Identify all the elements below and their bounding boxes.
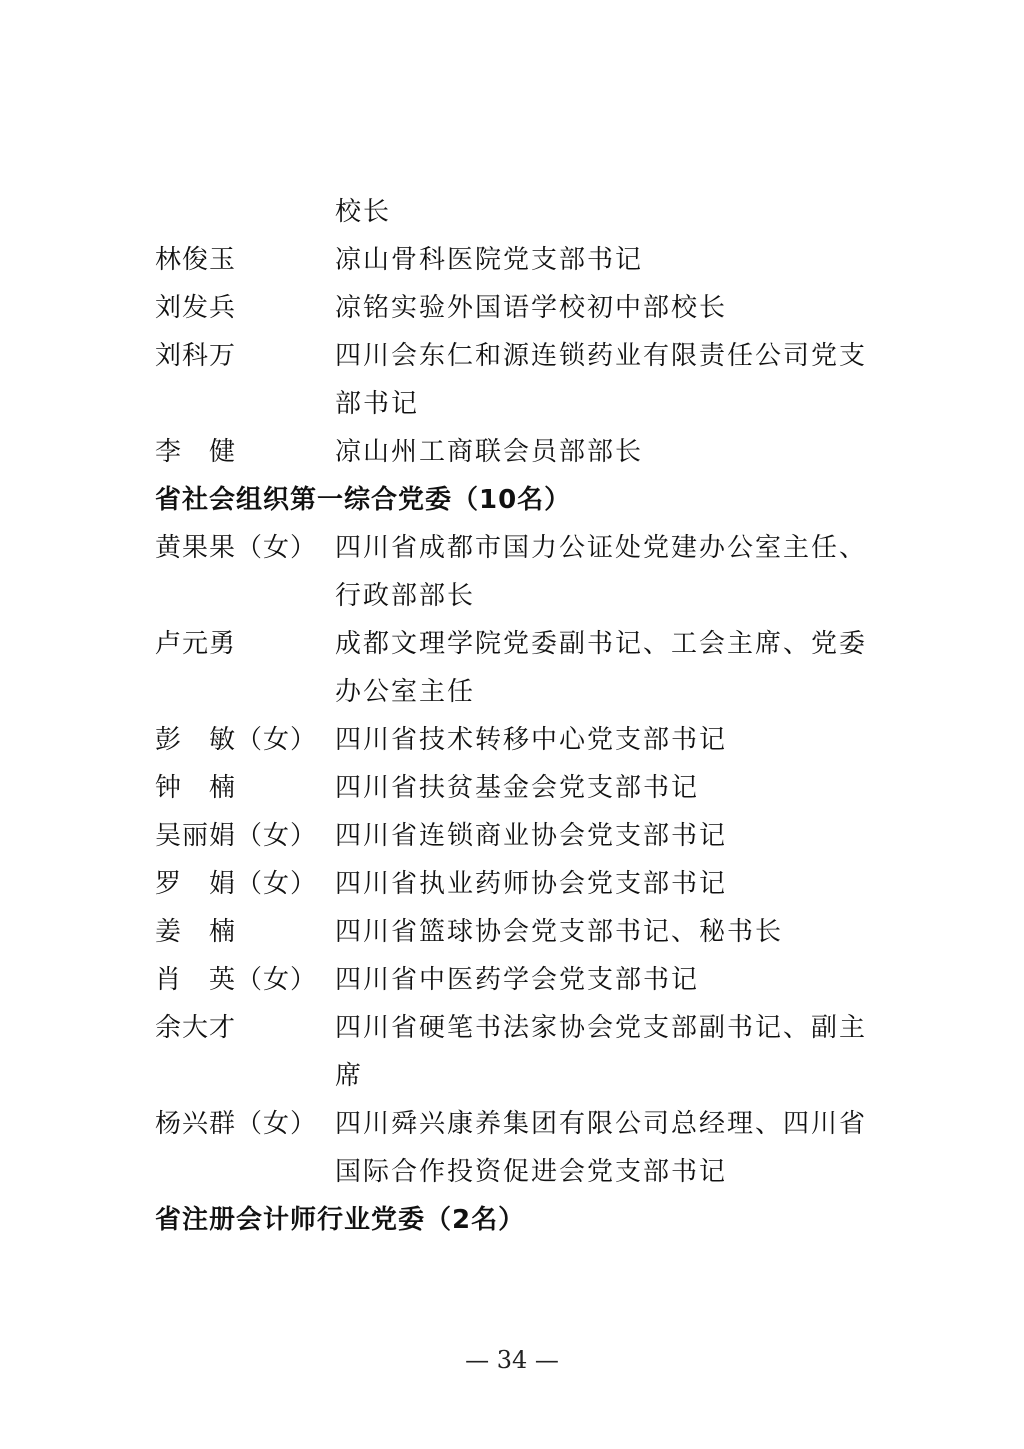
continuation-duty: 校长 [335,197,392,227]
member-duty: 四川省连锁商业协会党支部书记 [335,821,728,851]
member-name: 李 健 [155,437,237,467]
member-name: 刘科万 [155,341,237,371]
member-name: 刘发兵 [155,293,237,323]
section-heading: 省注册会计师行业党委（2名） [155,1205,526,1235]
list-item [155,1004,895,1052]
member-name: 林俊玉 [155,245,237,275]
member-duty: 席 [335,1061,364,1091]
member-duty: 成都文理学院党委副书记、工会主席、党委 [335,629,868,659]
list-item-continuation [155,380,895,428]
member-duty: 四川省成都市国力公证处党建办公室主任、 [335,533,868,563]
continuation-line [155,188,895,236]
list-item [155,908,895,956]
member-list [155,188,895,1244]
member-duty: 四川省硬笔书法家协会党支部副书记、副主 [335,1013,868,1043]
list-item [155,524,895,572]
list-item [155,620,895,668]
member-duty: 四川舜兴康养集团有限公司总经理、四川省 [335,1109,868,1139]
list-item [155,236,895,284]
member-name: 余大才 [155,1013,237,1043]
member-duty: 行政部部长 [335,581,476,611]
list-item-continuation [155,572,895,620]
list-item-continuation [155,1052,895,1100]
list-item-continuation [155,668,895,716]
member-duty: 四川省技术转移中心党支部书记 [335,725,728,755]
member-duty: 凉山骨科医院党支部书记 [335,245,644,275]
list-item [155,956,895,1004]
list-item [155,332,895,380]
member-name: 杨兴群（女） [155,1109,318,1139]
section-heading: 省社会组织第一综合党委（10名） [155,485,572,515]
list-item [155,428,895,476]
member-duty: 四川省中医药学会党支部书记 [335,965,700,995]
member-duty: 部书记 [335,389,420,419]
member-duty: 凉铭实验外国语学校初中部校长 [335,293,728,323]
list-item [155,284,895,332]
member-name: 彭 敏（女） [155,725,318,755]
member-duty: 四川省篮球协会党支部书记、秘书长 [335,917,784,947]
list-item-continuation [155,1148,895,1196]
member-duty: 办公室主任 [335,677,476,707]
member-name: 钟 楠 [155,773,237,803]
member-duty: 四川会东仁和源连锁药业有限责任公司党支 [335,341,868,371]
member-name: 黄果果（女） [155,533,318,563]
member-name: 卢元勇 [155,629,237,659]
member-duty: 国际合作投资促进会党支部书记 [335,1157,728,1187]
page-number: — 34 — [465,1346,559,1374]
member-duty: 四川省执业药师协会党支部书记 [335,869,728,899]
list-item [155,1100,895,1148]
member-name: 肖 英（女） [155,965,318,995]
list-item [155,812,895,860]
list-item [155,764,895,812]
member-duty: 凉山州工商联会员部部长 [335,437,644,467]
member-name: 姜 楠 [155,917,237,947]
member-name: 罗 娟（女） [155,869,318,899]
member-name: 吴丽娟（女） [155,821,318,851]
list-item [155,716,895,764]
member-duty: 四川省扶贫基金会党支部书记 [335,773,700,803]
list-item [155,860,895,908]
